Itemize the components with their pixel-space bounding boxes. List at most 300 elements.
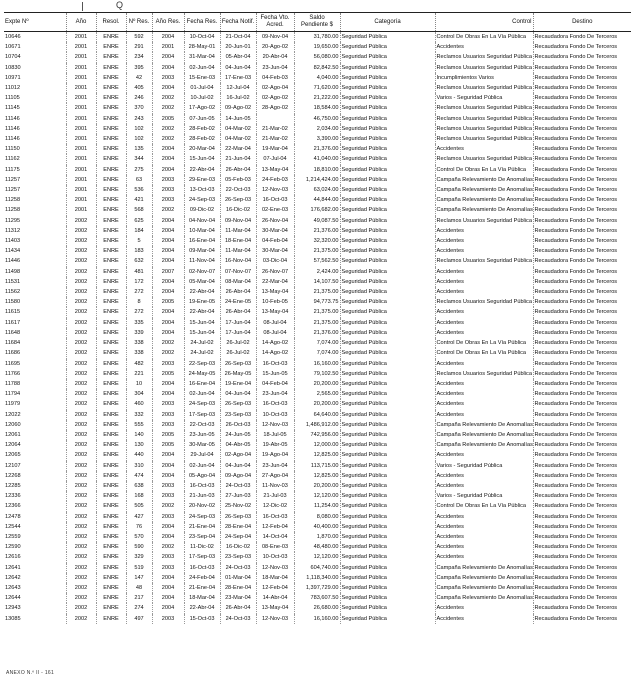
table-cell: Campaña Relevamiento De Anomalías — [435, 573, 533, 583]
table-cell: 440 — [126, 450, 152, 460]
table-cell: 13-May-04 — [256, 307, 294, 317]
table-cell: Seguridad Pública — [340, 420, 435, 430]
table-cell: 304 — [126, 389, 152, 399]
table-cell: Accidentes — [435, 226, 533, 236]
table-cell: Seguridad Pública — [340, 226, 435, 236]
table-row — [4, 399, 631, 409]
table-cell: 19,650.00 — [294, 42, 340, 52]
table-cell: 176,682.00 — [294, 205, 340, 215]
table-cell: 2002 — [66, 399, 96, 409]
table-cell: 2004 — [152, 573, 184, 583]
table-cell: 24-Oct-03 — [220, 614, 256, 624]
table-cell: 71,620.00 — [294, 83, 340, 93]
table-row — [4, 195, 631, 205]
table-cell: Recaudadora Fondo De Terceros — [533, 236, 631, 246]
table-cell: 30-Mar-04 — [256, 246, 294, 256]
table-cell: ENRE — [96, 430, 126, 440]
table-cell: 02-Ago-04 — [256, 83, 294, 93]
table-cell: 15-Jun-05 — [256, 369, 294, 379]
table-cell: 31,780.00 — [294, 32, 340, 43]
table-cell: 12022 — [5, 411, 21, 418]
table-cell: 2002 — [66, 573, 96, 583]
table-cell: 2002 — [66, 501, 96, 511]
table-cell: 2004 — [152, 246, 184, 256]
table-cell: 2002 — [66, 307, 96, 317]
table-cell: 02-Jun-04 — [184, 461, 220, 471]
table-cell: Recaudadora Fondo De Terceros — [533, 32, 631, 43]
table-cell: 339 — [126, 328, 152, 338]
table-cell: 1,118,340.00 — [294, 573, 340, 583]
pen-mark — [82, 2, 83, 11]
table-cell: 12064 — [5, 442, 21, 449]
table-cell: 12590 — [5, 544, 21, 551]
table-cell: 02-Ago-02 — [256, 93, 294, 103]
table-cell: Accidentes — [435, 42, 533, 52]
table-cell: 18-Mar-04 — [184, 593, 220, 603]
table-cell: Accidentes — [435, 481, 533, 491]
table-row — [4, 389, 631, 399]
table-cell: ENRE — [96, 42, 126, 52]
table-cell: ENRE — [96, 297, 126, 307]
table-cell: Control De Obras En La Vía Pública — [435, 501, 533, 511]
table-cell: ENRE — [96, 420, 126, 430]
table-cell: 24-Ene-05 — [220, 297, 256, 307]
table-cell: 11788 — [5, 380, 21, 387]
table-cell: Recaudadora Fondo De Terceros — [533, 379, 631, 389]
table-cell: Accidentes — [435, 359, 533, 369]
table-cell: 2001 — [66, 103, 96, 113]
table-cell: Seguridad Pública — [340, 246, 435, 256]
table-cell: 275 — [126, 165, 152, 175]
table-cell: 21-Mar-02 — [256, 134, 294, 144]
table-cell: 48 — [126, 583, 152, 593]
table-cell: 21,375.00 — [294, 318, 340, 328]
table-cell: 04-Feb-04 — [256, 236, 294, 246]
table-cell: 338 — [126, 338, 152, 348]
table-cell: Seguridad Pública — [340, 236, 435, 246]
table-cell: 18-Ene-04 — [220, 236, 256, 246]
table-cell: 10646 — [5, 34, 21, 40]
table-cell: ENRE — [96, 461, 126, 471]
table-cell: 2001 — [66, 93, 96, 103]
table-cell: 12-Jul-04 — [220, 83, 256, 93]
table-cell: 2002 — [66, 471, 96, 481]
table-cell: 2001 — [66, 165, 96, 175]
table-cell: 2003 — [152, 420, 184, 430]
table-cell: Recaudadora Fondo De Terceros — [533, 348, 631, 358]
table-cell: Seguridad Pública — [340, 603, 435, 613]
table-cell: Seguridad Pública — [340, 165, 435, 175]
table-cell: Recaudadora Fondo De Terceros — [533, 307, 631, 317]
table-cell: 604,740.00 — [294, 563, 340, 573]
table-cell: 638 — [126, 481, 152, 491]
table-cell: 16,160.00 — [294, 359, 340, 369]
table-cell: 16-Oct-03 — [256, 512, 294, 522]
table-cell: 04-Mar-02 — [220, 124, 256, 134]
table-row — [4, 328, 631, 338]
table-cell: ENRE — [96, 389, 126, 399]
table-cell: 11434 — [5, 248, 21, 255]
table-row — [4, 318, 631, 328]
table-row — [4, 73, 631, 83]
table-cell: 25-Nov-02 — [220, 501, 256, 511]
table-cell: 12107 — [5, 462, 21, 469]
table-cell: Seguridad Pública — [340, 379, 435, 389]
table-cell: Recaudadora Fondo De Terceros — [533, 205, 631, 215]
table-cell: 11258 — [5, 207, 21, 214]
table-cell: 234 — [126, 52, 152, 62]
table-cell: ENRE — [96, 256, 126, 266]
table-cell: 14-Ago-02 — [256, 348, 294, 358]
table-cell: 22-Abr-04 — [184, 603, 220, 613]
table-cell: Accidentes — [435, 328, 533, 338]
table-cell: 2002 — [152, 103, 184, 113]
table-cell: Varios - Seguridad Pública — [435, 461, 533, 471]
table-cell: 11648 — [5, 329, 21, 336]
table-cell: Recaudadora Fondo De Terceros — [533, 552, 631, 562]
table-row — [4, 165, 631, 175]
table-cell: 2002 — [66, 359, 96, 369]
table-cell: 26-Sep-03 — [220, 512, 256, 522]
table-cell: 2002 — [66, 379, 96, 389]
table-row — [4, 522, 631, 532]
table-cell: Seguridad Pública — [340, 573, 435, 583]
table-cell: 20-Jun-01 — [220, 42, 256, 52]
column-header: Control — [435, 13, 533, 32]
table-cell: 2004 — [152, 83, 184, 93]
table-cell: Recaudadora Fondo De Terceros — [533, 481, 631, 491]
table-row — [4, 103, 631, 113]
table-cell: 24-Sep-03 — [184, 195, 220, 205]
table-cell: 2004 — [152, 144, 184, 154]
table-cell: 2004 — [152, 256, 184, 266]
table-cell: Accidentes — [435, 246, 533, 256]
table-cell: 13-May-04 — [256, 165, 294, 175]
table-row — [4, 32, 631, 43]
table-cell: 15-Jun-04 — [184, 318, 220, 328]
table-cell: 11,254.00 — [294, 501, 340, 511]
table-cell: ENRE — [96, 32, 126, 43]
table-cell: 2003 — [152, 73, 184, 83]
table-cell: 14-Oct-04 — [256, 532, 294, 542]
table-cell: 329 — [126, 552, 152, 562]
table-cell: 12,120.00 — [294, 491, 340, 501]
table-cell: 18,584.00 — [294, 103, 340, 113]
table-cell: Reclamos Usuarios Seguridad Pública — [435, 103, 533, 113]
table-cell: 16-Jul-02 — [220, 93, 256, 103]
table-cell: 2002 — [66, 563, 96, 573]
table-cell: 48,480.00 — [294, 542, 340, 552]
table-cell: 22-Abr-04 — [184, 165, 220, 175]
table-cell: Recaudadora Fondo De Terceros — [533, 338, 631, 348]
table-cell: Seguridad Pública — [340, 512, 435, 522]
table-cell: 04-Feb-03 — [256, 73, 294, 83]
table-cell: 11257 — [5, 187, 21, 194]
table-cell: 2002 — [66, 552, 96, 562]
table-cell: 11979 — [5, 401, 21, 408]
table-cell: 172 — [126, 277, 152, 287]
table-cell: 26-Abr-04 — [220, 603, 256, 613]
table-cell: Recaudadora Fondo De Terceros — [533, 522, 631, 532]
table-cell: 217 — [126, 593, 152, 603]
table-cell: 16,160.00 — [294, 614, 340, 624]
table-cell: 11146 — [5, 125, 20, 132]
table-cell: 2002 — [66, 430, 96, 440]
table-cell: 482 — [126, 359, 152, 369]
table-cell: 2,034.00 — [294, 124, 340, 134]
table-cell: 22-Mar-04 — [220, 144, 256, 154]
table-cell: 135 — [126, 144, 152, 154]
column-header: Resol. — [96, 13, 126, 32]
table-cell: ENRE — [96, 369, 126, 379]
table-cell: 310 — [126, 461, 152, 471]
table-cell: 2003 — [152, 614, 184, 624]
table-cell: 41,040.00 — [294, 154, 340, 164]
table-cell: Campaña Relevamiento De Anomalías — [435, 440, 533, 450]
table-cell: 332 — [126, 410, 152, 420]
table-cell: 09-Mar-04 — [184, 246, 220, 256]
table-cell: 370 — [126, 103, 152, 113]
table-cell: Recaudadora Fondo De Terceros — [533, 185, 631, 195]
table-cell: 05-Feb-03 — [220, 175, 256, 185]
table-row — [4, 471, 631, 481]
table-cell: 2002 — [66, 246, 96, 256]
table-cell: 12336 — [5, 493, 21, 500]
table-cell: 2004 — [152, 450, 184, 460]
table-cell: 2002 — [66, 318, 96, 328]
table-cell: Seguridad Pública — [340, 430, 435, 440]
table-cell: Accidentes — [435, 267, 533, 277]
table-cell: Recaudadora Fondo De Terceros — [533, 42, 631, 52]
table-cell: ENRE — [96, 124, 126, 134]
table-cell: 2002 — [66, 603, 96, 613]
table-cell: 2002 — [66, 226, 96, 236]
table-cell: 24-Jul-02 — [184, 348, 220, 358]
table-cell: ENRE — [96, 440, 126, 450]
table-cell: 2001 — [66, 73, 96, 83]
table-cell: 592 — [126, 32, 152, 43]
table-cell: 21-Ene-04 — [184, 583, 220, 593]
table-cell: 2004 — [152, 287, 184, 297]
table-row — [4, 267, 631, 277]
table-cell: 2004 — [152, 318, 184, 328]
table-cell: 04-Jun-04 — [220, 389, 256, 399]
table-cell: Varios - Seguridad Pública — [435, 491, 533, 501]
table-cell: 10-Oct-03 — [256, 552, 294, 562]
table-row — [4, 297, 631, 307]
table-cell: 17-Sep-03 — [184, 552, 220, 562]
table-cell: 12060 — [5, 421, 21, 428]
table-cell: ENRE — [96, 52, 126, 62]
table-cell: 4,040.00 — [294, 73, 340, 83]
table-cell: 8,080.00 — [294, 512, 340, 522]
table-cell: ENRE — [96, 348, 126, 358]
table-cell: 2002 — [152, 134, 184, 144]
table-cell: 26-Sep-03 — [220, 399, 256, 409]
table-cell: 19-Abr-05 — [256, 440, 294, 450]
table-cell: 2001 — [66, 175, 96, 185]
table-cell: 2,565.00 — [294, 389, 340, 399]
table-cell: 24-Oct-03 — [220, 481, 256, 491]
table-cell: Accidentes — [435, 236, 533, 246]
table-cell: Accidentes — [435, 471, 533, 481]
footer-annex-label: ANEXO N.º II - 161 — [6, 670, 55, 676]
table-cell: 2002 — [152, 348, 184, 358]
column-header: Destino — [533, 13, 631, 32]
table-cell: 2002 — [66, 481, 96, 491]
table-cell: 11-Mar-04 — [220, 246, 256, 256]
table-cell: Seguridad Pública — [340, 297, 435, 307]
table-cell: 10971 — [5, 74, 21, 81]
table-cell: Incumplimientos Varios — [435, 73, 533, 83]
table-cell: 09-Nov-04 — [256, 32, 294, 43]
table-cell: 2004 — [152, 216, 184, 226]
table-cell: 11312 — [5, 227, 21, 234]
table-cell: 12-Feb-04 — [256, 522, 294, 532]
table-cell: 07-Nov-07 — [220, 267, 256, 277]
table-cell: 29-Ene-03 — [184, 175, 220, 185]
table-cell: 11175 — [5, 166, 20, 173]
table-cell: Seguridad Pública — [340, 440, 435, 450]
table-cell: Recaudadora Fondo De Terceros — [533, 83, 631, 93]
table-cell: 26-Nov-04 — [256, 216, 294, 226]
table-cell: 2002 — [66, 410, 96, 420]
table-row — [4, 481, 631, 491]
table-cell: ENRE — [96, 185, 126, 195]
table-cell: Recaudadora Fondo De Terceros — [533, 583, 631, 593]
table-cell: Reclamos Usuarios Seguridad Pública — [435, 124, 533, 134]
table-cell: Seguridad Pública — [340, 144, 435, 154]
table-cell: 16-Oct-03 — [184, 481, 220, 491]
table-cell: 2,424.00 — [294, 267, 340, 277]
fines-table — [4, 12, 631, 624]
table-cell: Seguridad Pública — [340, 563, 435, 573]
table-cell: 76 — [126, 522, 152, 532]
table-cell: Seguridad Pública — [340, 461, 435, 471]
table-cell: 23-Sep-03 — [220, 552, 256, 562]
table-cell: 12943 — [5, 605, 21, 612]
table-cell: 20,200.00 — [294, 379, 340, 389]
table-cell: Recaudadora Fondo De Terceros — [533, 420, 631, 430]
table-cell: 12478 — [5, 513, 21, 520]
table-cell: Recaudadora Fondo De Terceros — [533, 93, 631, 103]
table-cell: 12366 — [5, 503, 21, 510]
table-cell: 2004 — [152, 461, 184, 471]
table-cell: 12,825.00 — [294, 450, 340, 460]
table-cell: Recaudadora Fondo De Terceros — [533, 430, 631, 440]
table-cell: 2001 — [66, 42, 96, 52]
table-cell: Reclamos Usuarios Seguridad Pública — [435, 114, 533, 124]
table-cell: Accidentes — [435, 277, 533, 287]
table-row — [4, 369, 631, 379]
table-cell: 2002 — [152, 338, 184, 348]
table-cell: 16-Oct-03 — [256, 195, 294, 205]
table-cell: 13085 — [5, 615, 21, 622]
table-cell: 26-Abr-04 — [220, 287, 256, 297]
table-cell: 2005 — [152, 430, 184, 440]
table-cell: 13-May-04 — [256, 287, 294, 297]
table-cell: Recaudadora Fondo De Terceros — [533, 369, 631, 379]
table-cell: 11-Dic-02 — [184, 542, 220, 552]
table-cell: 11695 — [5, 360, 21, 367]
table-cell: 2002 — [66, 256, 96, 266]
table-cell: 04-Nov-04 — [184, 216, 220, 226]
table-cell: 23-Sep-04 — [184, 532, 220, 542]
table-cell: 2003 — [152, 195, 184, 205]
table-cell: 04-Mar-02 — [220, 134, 256, 144]
table-cell: 625 — [126, 216, 152, 226]
table-cell: ENRE — [96, 175, 126, 185]
table-cell: ENRE — [96, 379, 126, 389]
table-cell: Accidentes — [435, 522, 533, 532]
column-header: Expte Nº — [4, 13, 66, 32]
table-cell: 21,376.00 — [294, 226, 340, 236]
table-cell: Recaudadora Fondo De Terceros — [533, 593, 631, 603]
table-row — [4, 410, 631, 420]
table-cell: 590 — [126, 542, 152, 552]
table-cell: 2004 — [152, 583, 184, 593]
table-cell: Recaudadora Fondo De Terceros — [533, 614, 631, 624]
table-cell: 44,844.00 — [294, 195, 340, 205]
table-cell: Recaudadora Fondo De Terceros — [533, 267, 631, 277]
table-cell: 21-Ene-04 — [184, 522, 220, 532]
table-row — [4, 246, 631, 256]
table-cell: Seguridad Pública — [340, 195, 435, 205]
table-cell: Seguridad Pública — [340, 542, 435, 552]
table-cell: 570 — [126, 532, 152, 542]
table-cell: 12268 — [5, 472, 21, 479]
table-cell: Recaudadora Fondo De Terceros — [533, 287, 631, 297]
table-cell: Recaudadora Fondo De Terceros — [533, 246, 631, 256]
table-cell: Seguridad Pública — [340, 532, 435, 542]
table-cell: Seguridad Pública — [340, 267, 435, 277]
table-cell: Seguridad Pública — [340, 307, 435, 317]
table-cell: 555 — [126, 420, 152, 430]
table-cell: ENRE — [96, 103, 126, 113]
table-cell: 405 — [126, 83, 152, 93]
table-row — [4, 307, 631, 317]
table-cell: 21,376.00 — [294, 144, 340, 154]
table-cell: 21-Mar-02 — [256, 124, 294, 134]
table-cell: 12-Nov-03 — [256, 420, 294, 430]
column-header: Saldo Pendiente $ — [294, 13, 340, 32]
table-cell: 505 — [126, 501, 152, 511]
table-cell: 2001 — [66, 124, 96, 134]
table-row — [4, 93, 631, 103]
table-cell: 24-Oct-03 — [220, 563, 256, 573]
table-cell: 28-Feb-02 — [184, 124, 220, 134]
table-cell: 24-Jun-05 — [220, 430, 256, 440]
table-row — [4, 420, 631, 430]
table-cell: 12544 — [5, 523, 21, 530]
table-cell: 2004 — [152, 165, 184, 175]
table-cell: 19-Mar-04 — [256, 144, 294, 154]
table-row — [4, 134, 631, 144]
table-cell: 17-Jun-04 — [220, 328, 256, 338]
table-row — [4, 450, 631, 460]
table-cell: Control De Obras En La Vía Pública — [435, 165, 533, 175]
table-cell: Recaudadora Fondo De Terceros — [533, 389, 631, 399]
table-cell: 460 — [126, 399, 152, 409]
table-cell: 2004 — [152, 522, 184, 532]
table-cell: Recaudadora Fondo De Terceros — [533, 450, 631, 460]
table-cell: Campaña Relevamiento De Anomalías — [435, 185, 533, 195]
table-cell: 23-Mar-04 — [220, 593, 256, 603]
table-cell: Seguridad Pública — [340, 450, 435, 460]
table-cell: 17-Ago-02 — [184, 103, 220, 113]
table-cell: 63 — [126, 175, 152, 185]
table-cell: 07-Jul-04 — [256, 154, 294, 164]
